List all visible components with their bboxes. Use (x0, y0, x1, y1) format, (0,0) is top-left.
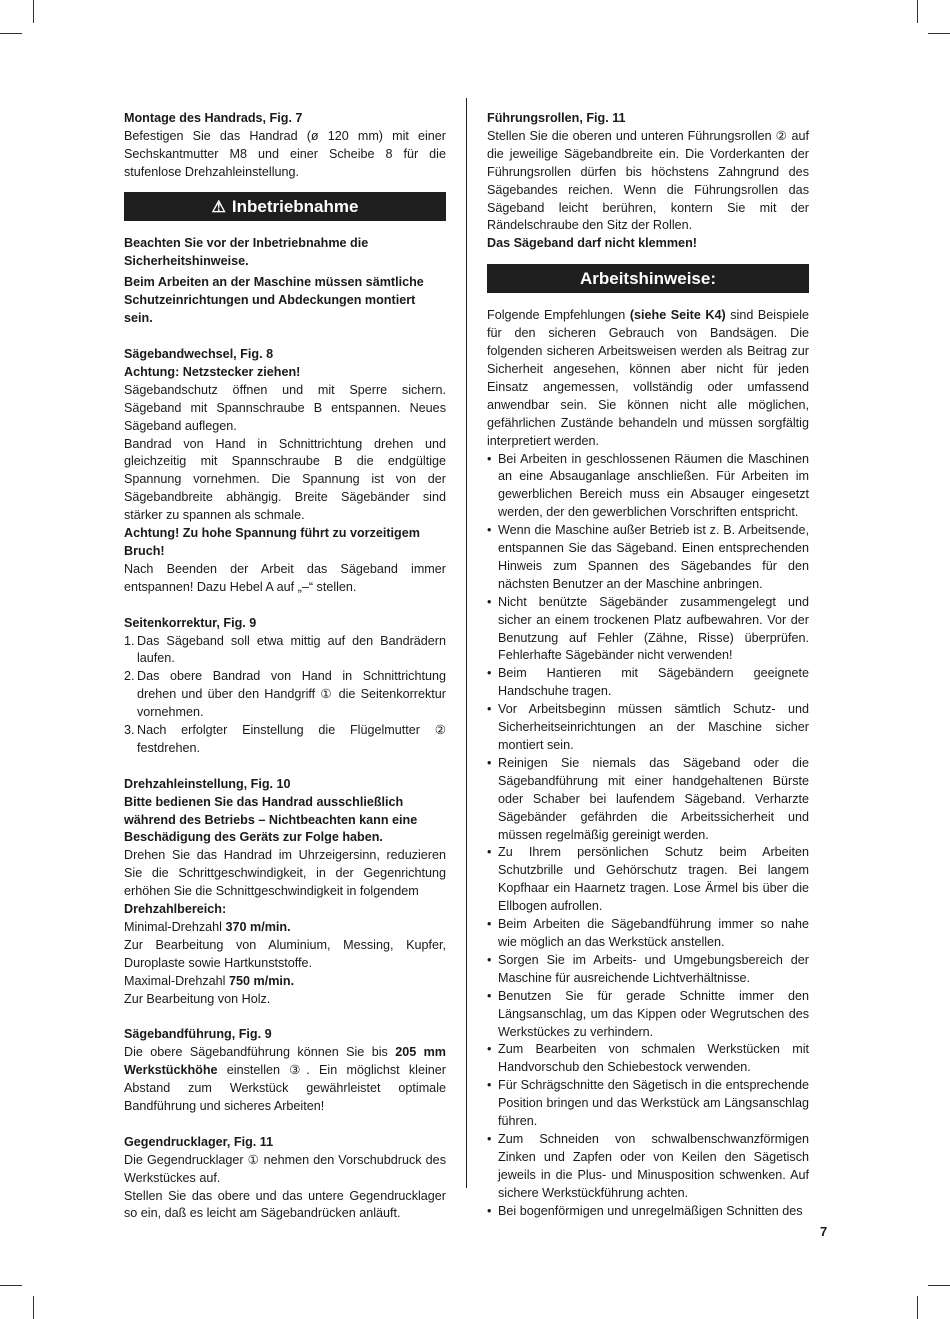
arbeits-bullet-list (487, 451, 809, 1221)
list-item: 1. Das Sägeband soll etwa mittig auf den Bandrädern laufen. (124, 633, 446, 666)
fuehrung-text: Die obere Sägebandführung können Sie bis 205 mm Werkstückhöhe einstellen ③. Ein möglichst kleiner Abstand zum Werkstück gewährleistet optimale Bandführung und sicheres Arbeiten! (124, 1045, 446, 1114)
list-item: • Zum Bearbeiten von schmalen Werkstücken mit Handvorschub den Schiebestock verwenden. (487, 1041, 809, 1077)
rollen-bold: Das Sägeband darf nicht klemmen! (487, 236, 697, 251)
arbeitshinweise-title: Arbeitshinweise: (579, 269, 717, 289)
list-item: • Nicht benützte Sägebänder zusammengelegt und sicher an einem trockenen Platz aufbewahren. Vor der Benutzung auf Fehler (Zähne, Risse) überprüfen. Fehlerhafte Sägebänder nicht verwenden! (487, 594, 809, 666)
right-column (487, 110, 809, 1220)
crop-mark-bottom-right-v (917, 1296, 918, 1319)
arbeits-intro: Folgende Empfehlungen (siehe Seite K4) sind Beispiele für den sicheren Gebrauch von Bandsägen. Die folgenden sicheren Arbeitsweisen werden als Beitrag zur Sicherheit angesehen, können aber nicht für jeden Einsatz angemessen, vollständig oder umfassend anwendbar sein. Sie können nicht alle möglichen, gefährlichen Zustände behandeln und müssen sorgfältig interpretiert werden. (487, 308, 809, 448)
saegeband-text-2: Bandrad von Hand in Schnittrichtung drehen und gleichzeitig mit Spannschraube B die endgültige Spannung vornehmen. Die Spannung ist von der Sägebandbreite abhängig. Breite Sägebänder sind stärker zu spannen als schmale. (124, 436, 446, 523)
fuehrung-heading: Sägebandführung, Fig. 9 (124, 1027, 272, 1042)
montage-text: Befestigen Sie das Handrad (ø 120 mm) mit einer Sechskantmutter M8 und einer Scheibe 8 für die stufenlose Drehzahleinstellung. (124, 128, 446, 179)
list-item: • Benutzen Sie für gerade Schnitte immer den Längsanschlag, um das Kippen oder Wegrutschen des Werkstückes zu verhindern. (487, 988, 809, 1042)
montage-heading: Montage des Handrads, Fig. 7 (124, 111, 303, 125)
inbetrieb-warning-1: Beachten Sie vor der Inbetriebnahme die Sicherheitshinweise. (124, 235, 369, 268)
max-drehzahl-text: Zur Bearbeitung von Holz. (124, 991, 271, 1006)
crop-mark-top-left-v (33, 0, 34, 23)
list-item: 3. Nach erfolgter Einstellung die Flügelmutter ② festdrehen. (124, 723, 446, 755)
list-item: • Reinigen Sie niemals das Sägeband oder die Sägebandführung mit einer handgehaltenen Bürste oder Schaber bei laufendem Sägeband. Verharzte Sägebänder gefährden die Arbeitssicherheit und müssen regelmäßig gereinigt werden. (487, 755, 809, 845)
crop-mark-top-right-v (917, 0, 918, 23)
list-item: • Beim Arbeiten die Sägebandführung immer so nahe wie möglich an das Werkstück anstellen. (487, 916, 809, 952)
crop-mark-top-right-h (928, 33, 950, 34)
drehzahl-text: Drehen Sie das Handrad im Uhrzeigersinn, reduzieren Sie die Schrittgeschwindigkeit, in der Gegenrichtung erhöhen Sie die Schnittgeschwindigkeit in folgendem (124, 848, 446, 899)
list-item: • Sorgen Sie im Arbeits- und Umgebungsbereich der Maschine für ausreichende Lichtverhältnisse. (487, 952, 809, 988)
min-drehzahl-text: Zur Bearbeitung von Aluminium, Messing, Kupfer, Duroplaste sowie Hartkunststoffe. (124, 937, 446, 970)
list-item: 2. Das obere Bandrad von Hand in Schnittrichtung drehen und über den Handgriff ① die Seitenkorrektur vornehmen. (124, 669, 446, 720)
rollen-heading: Führungsrollen, Fig. 11 (487, 111, 626, 125)
saegeband-heading: Sägebandwechsel, Fig. 8 (124, 347, 274, 362)
min-drehzahl: Minimal-Drehzahl 370 m/min. (124, 920, 291, 935)
crop-mark-bottom-right-h (928, 1285, 950, 1286)
list-item: • Wenn die Maschine außer Betrieb ist z. B. Arbeitsende, entspannen Sie das Sägeband. Einen entsprechenden Hinweis zum Spannen des Sägebandes für den nächsten Benutzer an der Maschine anbringen. (487, 522, 809, 594)
gegendruck-heading: Gegendrucklager, Fig. 11 (124, 1134, 274, 1149)
max-drehzahl: Maximal-Drehzahl 750 m/min. (124, 973, 295, 988)
gegendruck-text-2: Stellen Sie das obere und das untere Gegendrucklager so ein, daß es leicht am Sägebandrücken anläuft. (124, 1188, 446, 1221)
list-item: • Zu Ihrem persönlichen Schutz beim Arbeiten Schutzbrille und Gehörschutz tragen. Bei langem Kopfhaar ein Haarnetz tragen. Lose Ärmel bis über die Ellbogen aufrollen. (487, 844, 809, 916)
left-column (124, 110, 446, 1223)
drehzahl-heading: Drehzahleinstellung, Fig. 10 (124, 776, 291, 791)
inbetriebnahme-banner (124, 192, 446, 221)
drehzahl-bereich: Drehzahlbereich: (124, 902, 227, 917)
page-number: 7 (820, 1224, 828, 1239)
saegeband-bold-warning: Achtung! Zu hohe Spannung führt zu vorzeitigem Bruch! (124, 526, 420, 559)
list-item: • Für Schrägschnitte den Sägetisch in die entsprechende Position bringen und das Werkstück am Längsanschlag führen. (487, 1077, 809, 1131)
list-item: • Vor Arbeitsbeginn müssen sämtlich Schutz- und Sicherheitseinrichtungen an der Maschine sicher montiert sein. (487, 701, 809, 755)
list-item: • Zum Schneiden von schwalbenschwanzförmigen Zinken und Zapfen oder von Keilen den Sägetisch jeweils in die Plus- und Minusposition schwenken. Auf sichere Werkstückführung achten. (487, 1131, 809, 1203)
crop-mark-bottom-left-h (0, 1285, 22, 1286)
drehzahl-bold: Bitte bedienen Sie das Handrad ausschließlich während des Betriebs – Nichtbeachten kann eine Beschädigung des Geräts zur Folge haben. (124, 794, 418, 845)
crop-mark-top-left-h (0, 33, 22, 34)
seitenkorrektur-heading: Seitenkorrektur, Fig. 9 (124, 615, 257, 630)
column-divider (466, 98, 467, 1188)
saegeband-text-1: Sägebandschutz öffnen und mit Sperre sichern. Sägeband mit Spannschraube B entspannen. Neues Sägeband auflegen. (124, 382, 446, 433)
saegeband-achtung: Achtung: Netzstecker ziehen! (124, 364, 301, 379)
inbetrieb-warning-2: Beim Arbeiten an der Maschine müssen sämtliche Schutzeinrichtungen und Abdeckungen montiert sein. (124, 275, 424, 326)
warning-triangle-icon: ⚠ (211, 198, 226, 216)
crop-mark-bottom-left-v (33, 1296, 34, 1319)
seitenkorrektur-list (124, 633, 446, 758)
list-item: • Bei Arbeiten in geschlossenen Räumen die Maschinen an eine Absauganlage anschließen. Für Arbeiten im gewerblichen Bereich muss ein Absauger eingesetzt werden, der den gewerblichen Vorschriften entspricht. (487, 451, 809, 523)
saegeband-text-3: Nach Beenden der Arbeit das Sägeband immer entspannen! Dazu Hebel A auf „–“ stellen. (124, 561, 446, 594)
list-item: • Bei bogenförmigen und unregelmäßigen Schnitten des (487, 1203, 809, 1221)
list-item: • Beim Hantieren mit Sägebändern geeignete Handschuhe tragen. (487, 665, 809, 701)
rollen-text: Stellen Sie die oberen und unteren Führungsrollen ② auf die jeweilige Sägebandbreite ein. Die Vorderkanten der Führungsrollen dürfen bis höchstens Zahngrund des Sägebandes reichen. Wenn die Führungsrollen das Sägeband leicht berühren, kontern Sie mit der Rändelschraube den Sitz der Rollen. (487, 128, 809, 233)
gegendruck-text-1: Die Gegendrucklager ① nehmen den Vorschubdruck des Werkstückes auf. (124, 1152, 446, 1185)
arbeitshinweise-banner (487, 264, 809, 293)
inbetriebnahme-title: Inbetriebnahme (231, 196, 359, 216)
